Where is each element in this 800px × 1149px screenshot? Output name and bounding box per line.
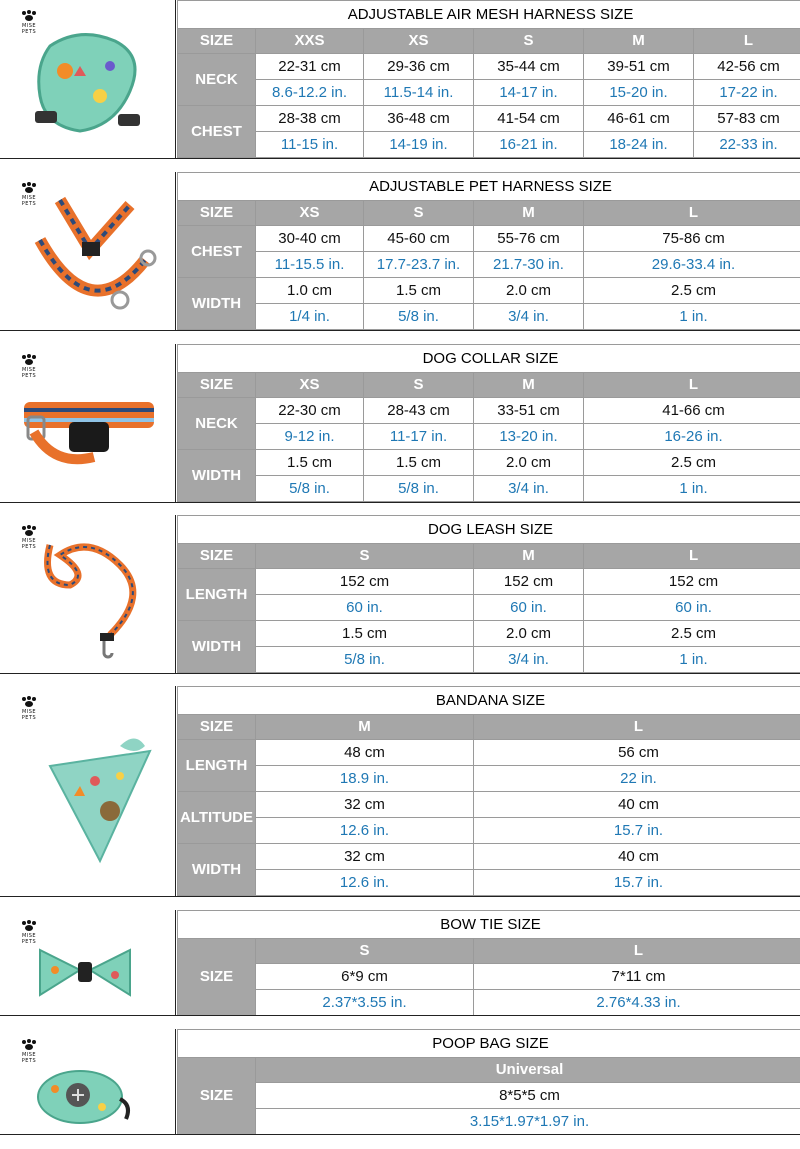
paw-icon [21,1038,37,1050]
paw-icon [21,695,37,707]
cm-value: 28-38 cm [256,106,364,132]
inch-value: 15-20 in. [584,80,694,106]
cm-value: 2.5 cm [584,278,800,304]
measure-label: CHEST [178,226,256,278]
size-label: SIZE [178,29,256,54]
size-header: S [364,373,474,398]
section-divider [0,502,800,503]
inch-value: 1 in. [584,304,800,330]
size-header: S [364,201,474,226]
cm-value: 33-51 cm [474,398,584,424]
size-header: L [474,715,800,740]
cm-value: 1.5 cm [256,450,364,476]
section-title: ADJUSTABLE AIR MESH HARNESS SIZE [178,1,800,29]
cm-value: 152 cm [256,569,474,595]
cm-value: 1.5 cm [256,621,474,647]
product-image-panel [0,344,176,502]
inch-value: 3/4 in. [474,647,584,673]
brand-text: MISE PETS [21,195,37,207]
size-table [177,910,800,1016]
measure-label: WIDTH [178,278,256,330]
cm-value: 1.5 cm [364,278,474,304]
cm-value: 41-54 cm [474,106,584,132]
paw-icon [21,353,37,365]
size-header: M [474,544,584,569]
cm-value: 30-40 cm [256,226,364,252]
size-header: XS [364,29,474,54]
inch-value: 3/4 in. [474,304,584,330]
cm-value: 36-48 cm [364,106,474,132]
cm-value: 57-83 cm [694,106,800,132]
cm-value: 6*9 cm [256,964,474,990]
brand-text: MISE PETS [21,709,37,721]
size-table [177,1029,800,1135]
product-image-panel [0,910,176,1015]
inch-value: 16-26 in. [584,424,800,450]
inch-value: 16-21 in. [474,132,584,158]
inch-value: 60 in. [474,595,584,621]
inch-value: 11-15 in. [256,132,364,158]
brand-text: MISE PETS [21,538,37,550]
cm-value: 45-60 cm [364,226,474,252]
inch-value: 1 in. [584,647,800,673]
size-header: M [474,373,584,398]
size-header: XS [256,201,364,226]
pet-harness-icon [20,180,160,320]
cm-value: 48 cm [256,740,474,766]
poop-bag-holder-icon [30,1059,140,1129]
section-title: BOW TIE SIZE [178,911,800,939]
section-title: DOG COLLAR SIZE [178,345,800,373]
cm-value: 1.0 cm [256,278,364,304]
size-header: L [584,201,800,226]
cm-value: 39-51 cm [584,54,694,80]
inch-value: 22 in. [474,766,800,792]
brand-logo [14,1035,44,1064]
cm-value: 22-30 cm [256,398,364,424]
size-table [177,344,800,502]
cm-value: 55-76 cm [474,226,584,252]
size-table [177,686,800,896]
cm-value: 22-31 cm [256,54,364,80]
inch-value: 18.9 in. [256,766,474,792]
inch-value: 5/8 in. [364,476,474,502]
size-table [177,515,800,673]
brand-logo [14,916,44,945]
brand-logo [14,692,44,721]
size-label: SIZE [178,544,256,569]
size-section [0,686,800,896]
size-header: L [694,29,800,54]
cm-value: 35-44 cm [474,54,584,80]
paw-icon [21,919,37,931]
bandana-icon [20,726,170,876]
product-image-panel [0,515,176,673]
measure-label: WIDTH [178,844,256,896]
inch-value: 12.6 in. [256,870,474,896]
brand-text: MISE PETS [21,367,37,379]
product-image-panel [0,172,176,330]
product-image-panel [0,1029,176,1134]
inch-value: 21.7-30 in. [474,252,584,278]
cm-value: 40 cm [474,844,800,870]
inch-value: 29.6-33.4 in. [584,252,800,278]
inch-value: 1 in. [584,476,800,502]
cm-value: 2.0 cm [474,450,584,476]
inch-value: 14-19 in. [364,132,474,158]
inch-value: 2.37*3.55 in. [256,990,474,1016]
size-label: SIZE [178,201,256,226]
bow-tie-icon [30,940,140,1010]
cm-value: 2.5 cm [584,450,800,476]
brand-text: MISE PETS [21,23,37,35]
section-divider [0,896,800,897]
brand-text: MISE PETS [21,933,37,945]
size-label: SIZE [178,939,256,1016]
cm-value: 152 cm [584,569,800,595]
size-table [177,0,800,158]
size-header: Universal [256,1058,800,1083]
cm-value: 56 cm [474,740,800,766]
measure-label: LENGTH [178,740,256,792]
dog-leash-icon [30,525,160,665]
measure-label: NECK [178,54,256,106]
measure-label: CHEST [178,106,256,158]
cm-value: 41-66 cm [584,398,800,424]
cm-value: 32 cm [256,792,474,818]
size-header: S [474,29,584,54]
inch-value: 15.7 in. [474,870,800,896]
inch-value: 11.5-14 in. [364,80,474,106]
dog-collar-icon [14,382,164,472]
brand-logo [14,350,44,379]
inch-value: 13-20 in. [474,424,584,450]
measure-label: WIDTH [178,621,256,673]
section-title: BANDANA SIZE [178,687,800,715]
section-title: POOP BAG SIZE [178,1030,800,1058]
cm-value: 46-61 cm [584,106,694,132]
size-header: L [474,939,800,964]
cm-value: 8*5*5 cm [256,1083,800,1109]
inch-value: 5/8 in. [256,647,474,673]
section-divider [0,1015,800,1016]
inch-value: 17-22 in. [694,80,800,106]
measure-label: WIDTH [178,450,256,502]
cm-value: 29-36 cm [364,54,474,80]
cm-value: 42-56 cm [694,54,800,80]
size-header: S [256,939,474,964]
cm-value: 2.0 cm [474,621,584,647]
product-image-panel [0,0,176,158]
section-title: ADJUSTABLE PET HARNESS SIZE [178,173,800,201]
size-header: L [584,544,800,569]
inch-value: 1/4 in. [256,304,364,330]
cm-value: 32 cm [256,844,474,870]
inch-value: 12.6 in. [256,818,474,844]
product-image-panel [0,686,176,896]
size-section [0,515,800,673]
size-section [0,910,800,1015]
size-table [177,172,800,330]
size-header: S [256,544,474,569]
air-mesh-harness-icon [20,26,155,141]
inch-value: 8.6-12.2 in. [256,80,364,106]
measure-label: LENGTH [178,569,256,621]
cm-value: 28-43 cm [364,398,474,424]
inch-value: 15.7 in. [474,818,800,844]
inch-value: 18-24 in. [584,132,694,158]
inch-value: 17.7-23.7 in. [364,252,474,278]
cm-value: 7*11 cm [474,964,800,990]
paw-icon [21,9,37,21]
inch-value: 14-17 in. [474,80,584,106]
size-header: L [584,373,800,398]
measure-label: NECK [178,398,256,450]
section-divider [0,673,800,674]
size-section [0,344,800,502]
cm-value: 152 cm [474,569,584,595]
size-header: XS [256,373,364,398]
size-section [0,172,800,330]
size-section [0,1029,800,1134]
inch-value: 11-15.5 in. [256,252,364,278]
size-header: M [256,715,474,740]
inch-value: 11-17 in. [364,424,474,450]
size-label: SIZE [178,1058,256,1135]
inch-value: 22-33 in. [694,132,800,158]
size-label: SIZE [178,715,256,740]
inch-value: 2.76*4.33 in. [474,990,800,1016]
cm-value: 40 cm [474,792,800,818]
section-title: DOG LEASH SIZE [178,516,800,544]
inch-value: 60 in. [584,595,800,621]
size-section [0,0,800,158]
cm-value: 1.5 cm [364,450,474,476]
size-header: M [584,29,694,54]
inch-value: 3.15*1.97*1.97 in. [256,1109,800,1135]
brand-text: MISE PETS [21,1052,37,1064]
inch-value: 5/8 in. [256,476,364,502]
section-divider [0,330,800,331]
inch-value: 60 in. [256,595,474,621]
cm-value: 2.5 cm [584,621,800,647]
cm-value: 2.0 cm [474,278,584,304]
size-label: SIZE [178,373,256,398]
inch-value: 9-12 in. [256,424,364,450]
size-header: XXS [256,29,364,54]
cm-value: 75-86 cm [584,226,800,252]
size-header: M [474,201,584,226]
inch-value: 5/8 in. [364,304,474,330]
inch-value: 3/4 in. [474,476,584,502]
measure-label: ALTITUDE [178,792,256,844]
section-divider [0,158,800,159]
section-divider [0,1134,800,1135]
